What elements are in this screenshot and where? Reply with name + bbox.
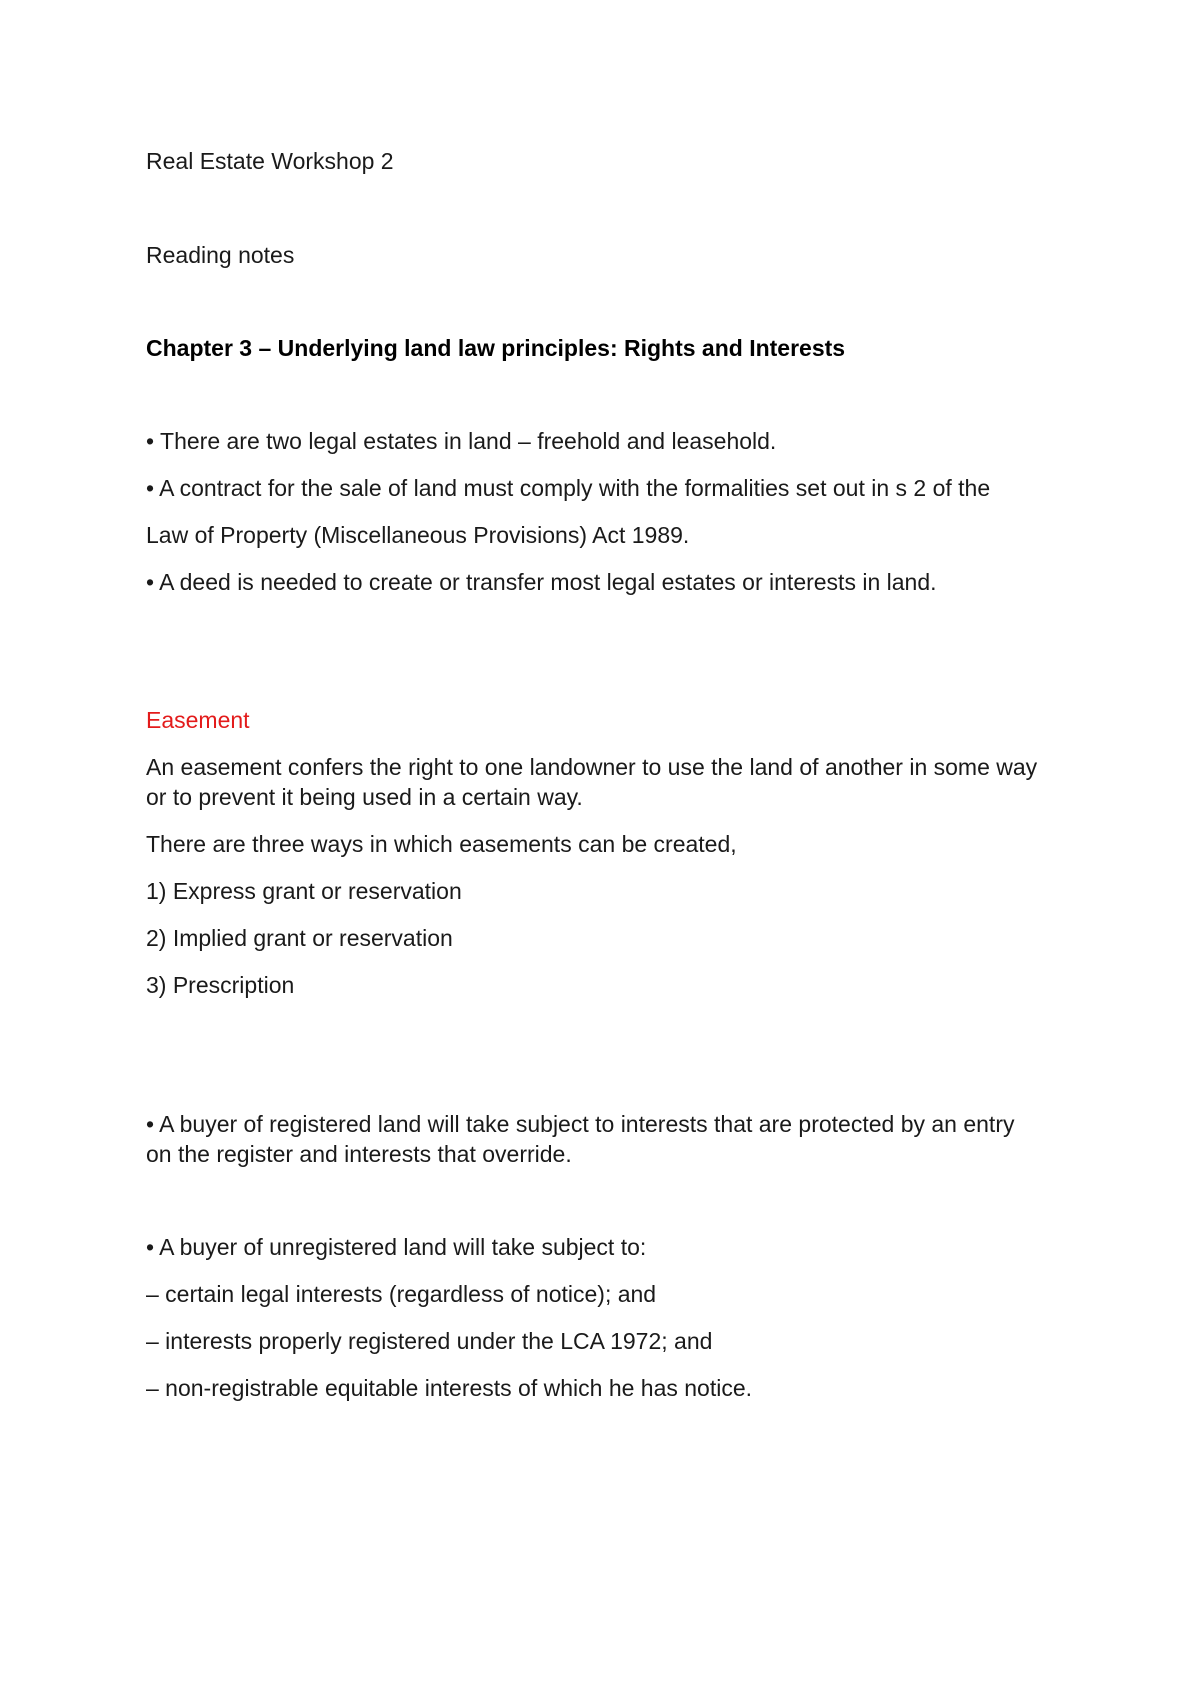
unregistered-item-3: – non-registrable equitable interests of which he has notice. xyxy=(146,1375,753,1401)
easement-heading: Easement xyxy=(146,707,250,733)
easement-ways-intro: There are three ways in which easements can be created, xyxy=(146,831,737,857)
intro-point-1: • There are two legal estates in land – freehold and leasehold. xyxy=(146,428,777,454)
unregistered-land-intro: • A buyer of unregistered land will take subject to: xyxy=(146,1234,647,1260)
unregistered-item-1: – certain legal interests (regardless of notice); and xyxy=(146,1281,657,1307)
intro-point-3: • A deed is needed to create or transfer most legal estates or interests in land. xyxy=(146,569,937,595)
registered-land-point: • A buyer of registered land will take subject to interests that are protected by an entry on the register and interests that override. xyxy=(146,1111,1015,1167)
intro-point-2-line-1: • A contract for the sale of land must comply with the formalities set out in s 2 of the xyxy=(146,475,991,501)
easement-definition: An easement confers the right to one landowner to use the land of another in some way or to prevent it being used in a certain way. xyxy=(146,754,1038,810)
easement-way-2: 2) Implied grant or reservation xyxy=(146,925,453,951)
unregistered-item-2: – interests properly registered under the LCA 1972; and xyxy=(146,1328,713,1354)
easement-way-1: 1) Express grant or reservation xyxy=(146,878,462,904)
intro-point-2-line-2: Law of Property (Miscellaneous Provisions) Act 1989. xyxy=(146,522,690,548)
chapter-heading: Chapter 3 – Underlying land law principles: Rights and Interests xyxy=(146,335,846,361)
document-subtitle: Reading notes xyxy=(146,242,295,268)
document-title: Real Estate Workshop 2 xyxy=(146,148,394,174)
easement-way-3: 3) Prescription xyxy=(146,972,295,998)
